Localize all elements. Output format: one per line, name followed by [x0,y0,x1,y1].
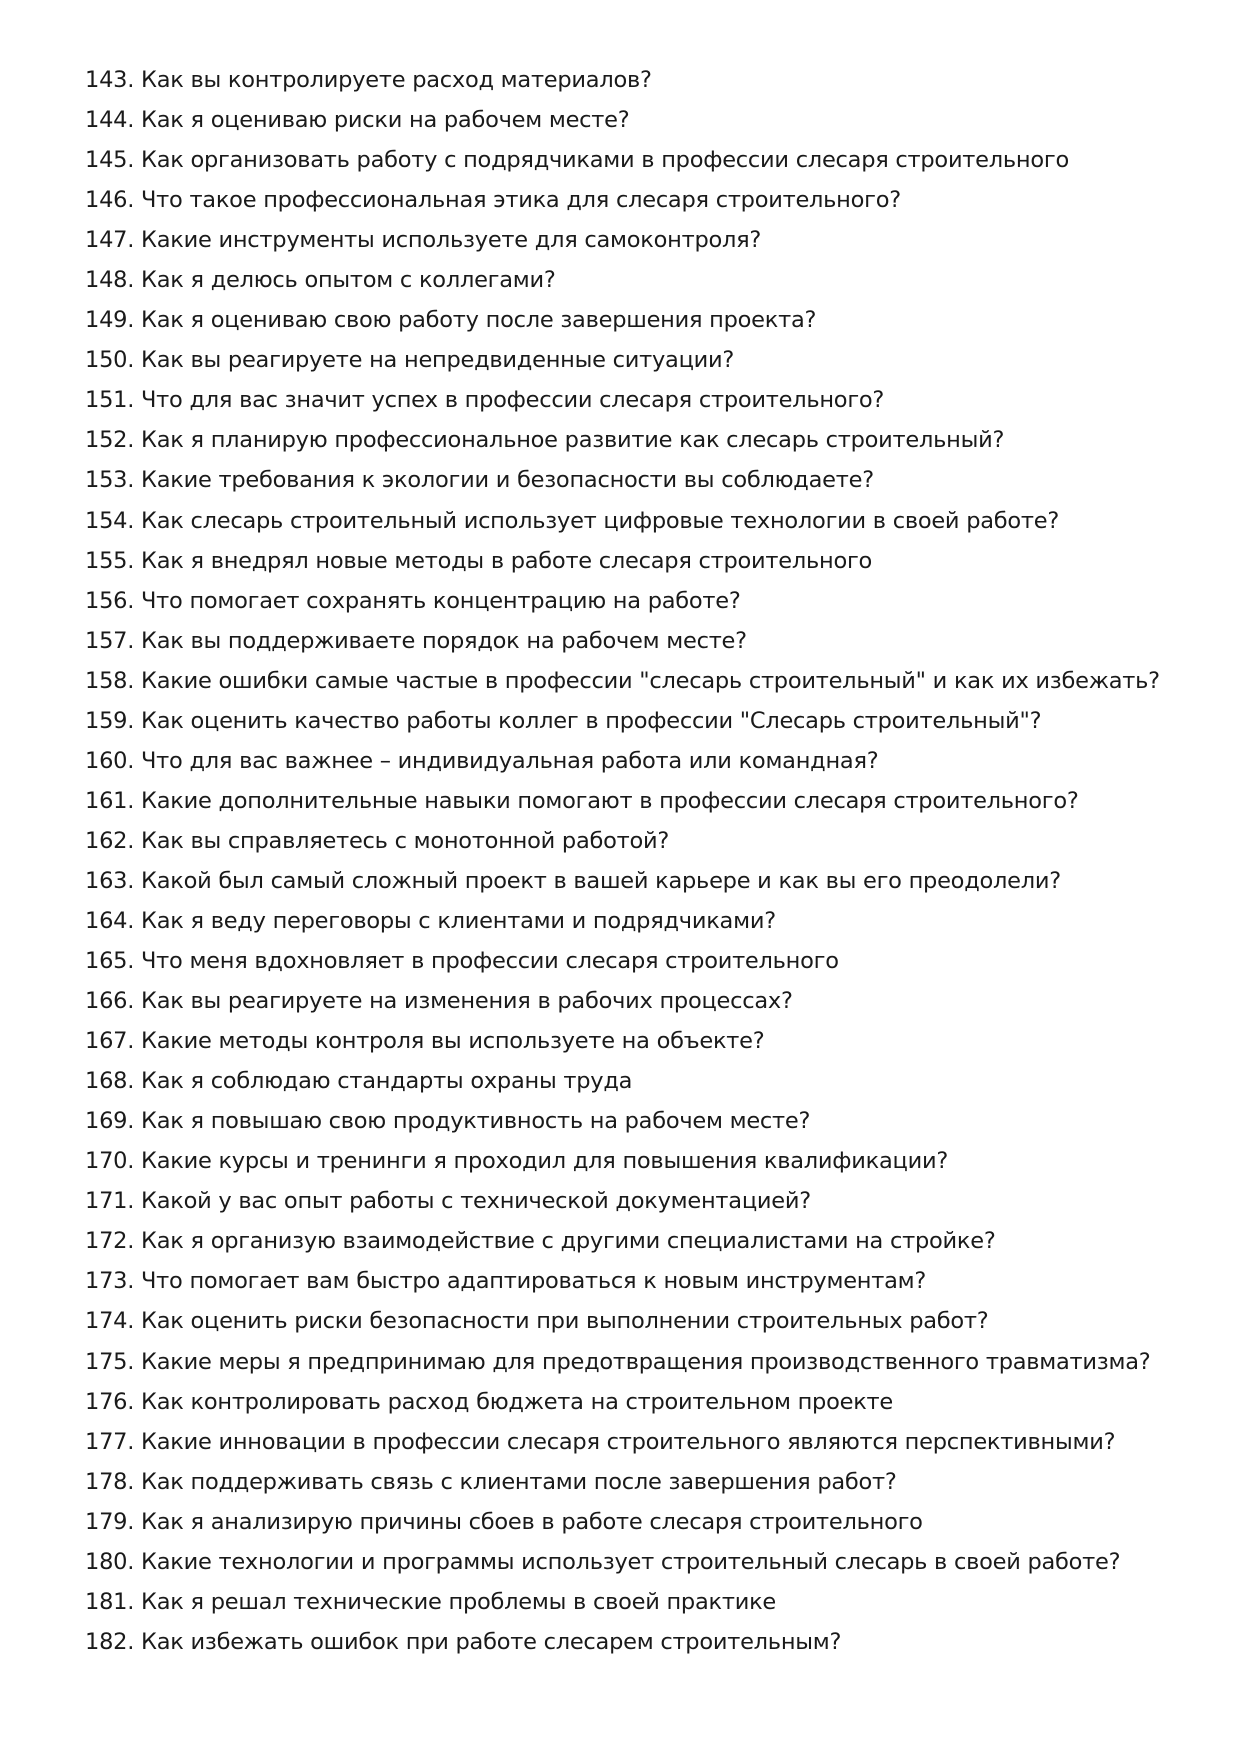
question-item: 179. Как я анализирую причины сбоев в работе слесаря строительного [85,1508,923,1535]
question-item: 171. Какой у вас опыт работы с технической документацией? [85,1188,811,1215]
question-item: 165. Что меня вдохновляет в профессии слесаря строительного [85,948,839,975]
question-item: 180. Какие технологии и программы использует строительный слесарь в своей работе? [85,1548,1121,1575]
question-item: 168. Как я соблюдаю стандарты охраны труда [85,1068,633,1095]
question-item: 144. Как я оцениваю риски на рабочем месте? [85,107,630,134]
question-item: 169. Как я повышаю свою продуктивность на рабочем месте? [85,1108,811,1135]
question-item: 176. Как контролировать расход бюджета на строительном проекте [85,1388,893,1415]
question-item: 160. Что для вас важнее – индивидуальная работа или командная? [85,747,879,774]
question-item: 147. Какие инструменты используете для самоконтроля? [85,227,762,254]
question-item: 151. Что для вас значит успех в профессии слесаря строительного? [85,387,885,414]
question-item: 149. Как я оцениваю свою работу после завершения проекта? [85,307,817,334]
question-item: 154. Как слесарь строительный использует цифровые технологии в своей работе? [85,507,1060,534]
question-item: 178. Как поддерживать связь с клиентами после завершения работ? [85,1468,897,1495]
question-item: 166. Как вы реагируете на изменения в рабочих процессах? [85,988,793,1015]
question-item: 167. Какие методы контроля вы используете на объекте? [85,1028,765,1055]
question-item: 143. Как вы контролируете расход материалов? [85,67,652,93]
question-item: 145. Как организовать работу с подрядчиками в профессии слесаря строительного [85,147,1069,174]
question-item: 152. Как я планирую профессиональное развитие как слесарь строительный? [85,427,1005,454]
question-item: 155. Как я внедрял новые методы в работе слесаря строительного [85,547,873,574]
question-item: 163. Какой был самый сложный проект в вашей карьере и как вы его преодолели? [85,867,1061,894]
question-item: 174. Как оценить риски безопасности при выполнении строительных работ? [85,1308,989,1335]
question-item: 148. Как я делюсь опытом с коллегами? [85,267,556,294]
question-item: 157. Как вы поддерживаете порядок на рабочем месте? [85,627,747,654]
question-item: 161. Какие дополнительные навыки помогают в профессии слесаря строительного? [85,787,1079,814]
question-item: 173. Что помогает вам быстро адаптироваться к новым инструментам? [85,1268,927,1295]
question-item: 146. Что такое профессиональная этика для слесаря строительного? [85,187,901,214]
question-item: 156. Что помогает сохранять концентрацию на работе? [85,587,741,614]
question-list [85,60,1165,1662]
question-item: 172. Как я организую взаимодействие с другими специалистами на стройке? [85,1228,996,1255]
question-item: 159. Как оценить качество работы коллег в профессии "Слесарь строительный"? [85,707,1042,734]
question-item: 181. Как я решал технические проблемы в своей практике [85,1588,776,1615]
question-item: 177. Какие инновации в профессии слесаря строительного являются перспективными? [85,1428,1116,1455]
question-item: 175. Какие меры я предпринимаю для предотвращения производственного травматизма? [85,1348,1151,1375]
question-item: 164. Как я веду переговоры с клиентами и подрядчиками? [85,907,776,934]
question-item: 153. Какие требования к экологии и безопасности вы соблюдаете? [85,467,874,494]
question-item: 182. Как избежать ошибок при работе слесарем строительным? [85,1628,842,1655]
question-item: 150. Как вы реагируете на непредвиденные ситуации? [85,347,735,374]
question-item: 162. Как вы справляетесь с монотонной работой? [85,827,670,854]
question-item: 170. Какие курсы и тренинги я проходил для повышения квалификации? [85,1148,949,1175]
question-item: 158. Какие ошибки самые частые в профессии "слесарь строительный" и как их избежать? [85,667,1160,694]
